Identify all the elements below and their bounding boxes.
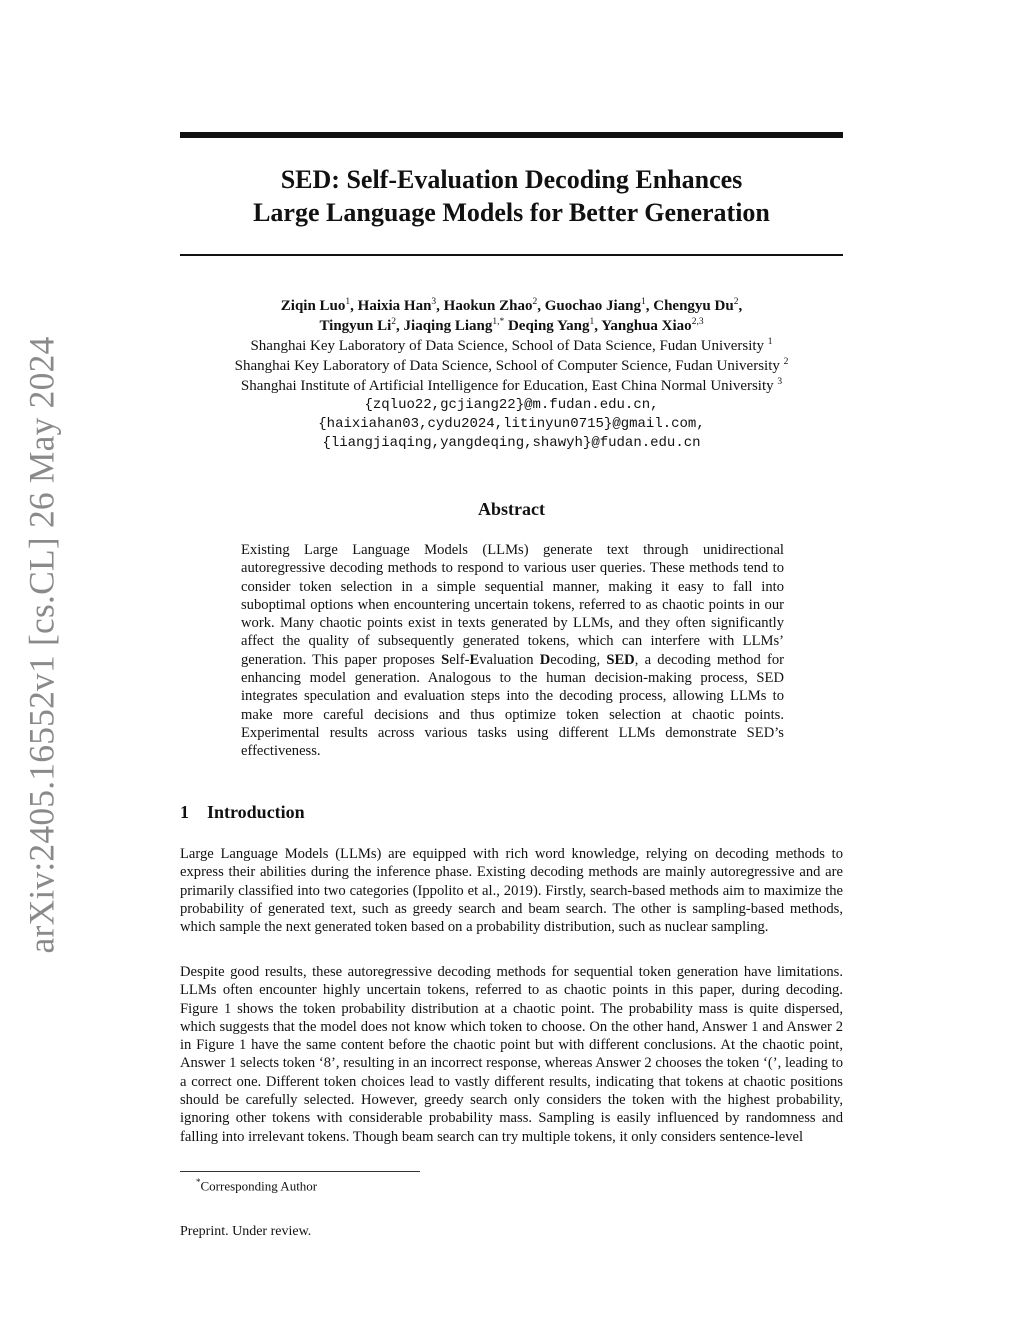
section-number: 1 bbox=[180, 802, 189, 822]
footnote bbox=[196, 1177, 317, 1194]
author-separator: , bbox=[645, 298, 654, 314]
paper-title bbox=[180, 163, 843, 229]
author-affiliation-mark: 2 bbox=[532, 297, 538, 307]
introduction-paragraph-2: Despite good results, these autoregressive decoding methods for sequential token generation have limitations. LLMs often encounter highly uncertain tokens, referred to as chaotic points in this paper, during decoding. Figure 1 shows the token probability distribution at a chaotic point. The probability mass is quite dispersed, which suggests that the model does not know which token to choose. On the other hand, Answer 1 and Answer 2 in Figure 1 have the same content before the chaotic point but with different conclusions. At the chaotic point, Answer 1 selects token ‘8’, resulting in an incorrect response, whereas Answer 2 chooses the token ‘(’, leading to a correct one. Different token choices lead to vastly different results, indicating that tokens at chaotic positions should be carefully selected. However, greedy search only considers the token with the highest probability, ignoring other tokens with considerable probability mass. Sampling is easily influenced by randomness and falling into irrelevant tokens. Though beam search can try multiple tokens, it only considers sentence-level bbox=[180, 964, 843, 1145]
affiliation-line bbox=[180, 376, 843, 396]
affiliation-text: Shanghai Institute of Artificial Intelligence for Education, East China Normal University bbox=[240, 378, 774, 394]
email-line: {liangjiaqing,yangdeqing,shawyh}@fudan.edu.cn bbox=[322, 435, 701, 451]
section-title: Introduction bbox=[207, 802, 305, 822]
author-name: Tingyun Li bbox=[319, 318, 392, 334]
author-name: Guochao Jiang bbox=[544, 298, 641, 314]
footnote-text: Corresponding Author bbox=[200, 1178, 318, 1194]
paper-title-line-1: SED: Self-Evaluation Decoding Enhances bbox=[280, 165, 743, 194]
title-top-rule bbox=[180, 132, 843, 138]
affiliation-mark: 2 bbox=[783, 357, 789, 367]
abstract-emphasis: SED bbox=[606, 651, 635, 668]
title-bottom-rule bbox=[180, 254, 843, 256]
author-names-line-1 bbox=[180, 296, 843, 316]
affiliation-line bbox=[180, 336, 843, 356]
paper-title-line-2: Large Language Models for Better Generation bbox=[253, 198, 770, 227]
author-affiliation-mark: 1 bbox=[641, 297, 646, 307]
author-separator: , bbox=[594, 318, 602, 334]
author-separator: , bbox=[738, 298, 743, 314]
author-affiliation-mark: 2,3 bbox=[691, 317, 704, 327]
author-names-line-2 bbox=[180, 316, 843, 336]
abstract-emphasis: S bbox=[441, 651, 450, 668]
abstract-heading: Abstract bbox=[478, 499, 545, 519]
page-footer: Preprint. Under review. bbox=[180, 1224, 312, 1239]
author-affiliation-mark: 2 bbox=[391, 317, 397, 327]
author-name: Jiaqing Liang bbox=[403, 318, 493, 334]
author-name: Yanghua Xiao bbox=[601, 318, 692, 334]
introduction-heading bbox=[180, 802, 305, 823]
abstract-text bbox=[241, 541, 784, 761]
affiliation-mark: 3 bbox=[777, 377, 783, 387]
author-affiliation-mark: 1 bbox=[345, 297, 351, 307]
author-separator: , bbox=[350, 298, 358, 314]
author-name: Deqing Yang bbox=[507, 318, 590, 334]
author-affiliation-mark: 3 bbox=[431, 297, 437, 307]
author-affiliation-mark: 1,* bbox=[492, 317, 505, 327]
abstract-emphasis: E bbox=[469, 651, 480, 668]
abstract-emphasis: D bbox=[539, 651, 551, 668]
abstract-text-part: , a decoding method for enhancing model generation. Analogous to the human decision-making process, SED integrates speculation and evaluation steps into the decoding process, allowing LLMs to make more careful decisions and thus optimize token selection at chaotic points. Experimental results across various tasks using different LLMs demonstrate SED’s effectiveness. bbox=[241, 651, 784, 760]
affiliation-text: Shanghai Key Laboratory of Data Science, School of Computer Science, Fudan University bbox=[234, 358, 780, 374]
affiliation-mark: 1 bbox=[767, 337, 773, 347]
author-separator: , bbox=[436, 298, 444, 314]
abstract-text-part: ecoding, bbox=[550, 651, 607, 668]
abstract-text-part: Existing Large Language Models (LLMs) generate text through unidirectional autoregressive decoding methods to respond to various user queries. These methods tend to consider token selection in a simple sequential manner, making it easy to fall into suboptimal options when encountering uncertain tokens, referred to as chaotic points in our work. Many chaotic points exist in texts generated by LLMs, and they often significantly affect the quality of subsequently generated tokens, which can interfere with LLMs’ generation. This paper proposes bbox=[241, 542, 784, 668]
email-line: {haixiahan03,cydu2024,litinyun0715}@gmail.com, bbox=[318, 416, 705, 432]
arxiv-identifier-text: arXiv:2405.16552v1 [cs.CL] 26 May 2024 bbox=[21, 336, 62, 954]
author-name: Haixia Han bbox=[357, 298, 432, 314]
author-block bbox=[180, 296, 843, 453]
author-affiliation-mark: 1 bbox=[589, 317, 595, 327]
abstract-text-part: valuation bbox=[479, 651, 540, 668]
arxiv-identifier-stamp bbox=[10, 336, 72, 954]
footnote-rule bbox=[180, 1171, 420, 1172]
footnote-mark: * bbox=[196, 1177, 201, 1187]
affiliation-text: Shanghai Key Laboratory of Data Science, School of Data Science, Fudan University bbox=[250, 338, 765, 354]
author-separator: , bbox=[537, 298, 545, 314]
author-name: Chengyu Du bbox=[653, 298, 734, 314]
author-name: Ziqin Luo bbox=[280, 298, 346, 314]
author-name: Haokun Zhao bbox=[443, 298, 533, 314]
author-separator: , bbox=[396, 318, 404, 334]
email-line: {zqluo22,gcjiang22}@m.fudan.edu.cn, bbox=[364, 397, 659, 413]
affiliation-line bbox=[180, 356, 843, 376]
author-affiliation-mark: 2 bbox=[733, 297, 739, 307]
abstract-text-part: elf- bbox=[449, 651, 470, 668]
introduction-paragraph-1: Large Language Models (LLMs) are equipped with rich word knowledge, relying on decoding methods to express their abilities during the inference phase. Existing decoding methods are mainly autoregressive and are primarily classified into two categories (Ippolito et al., 2019). Firstly, search-based methods aim to maximize the probability of generated text, such as greedy search and beam search. The other is sampling-based methods, which sample the next generated token based on a probability distribution, such as nuclear sampling. bbox=[180, 846, 843, 936]
